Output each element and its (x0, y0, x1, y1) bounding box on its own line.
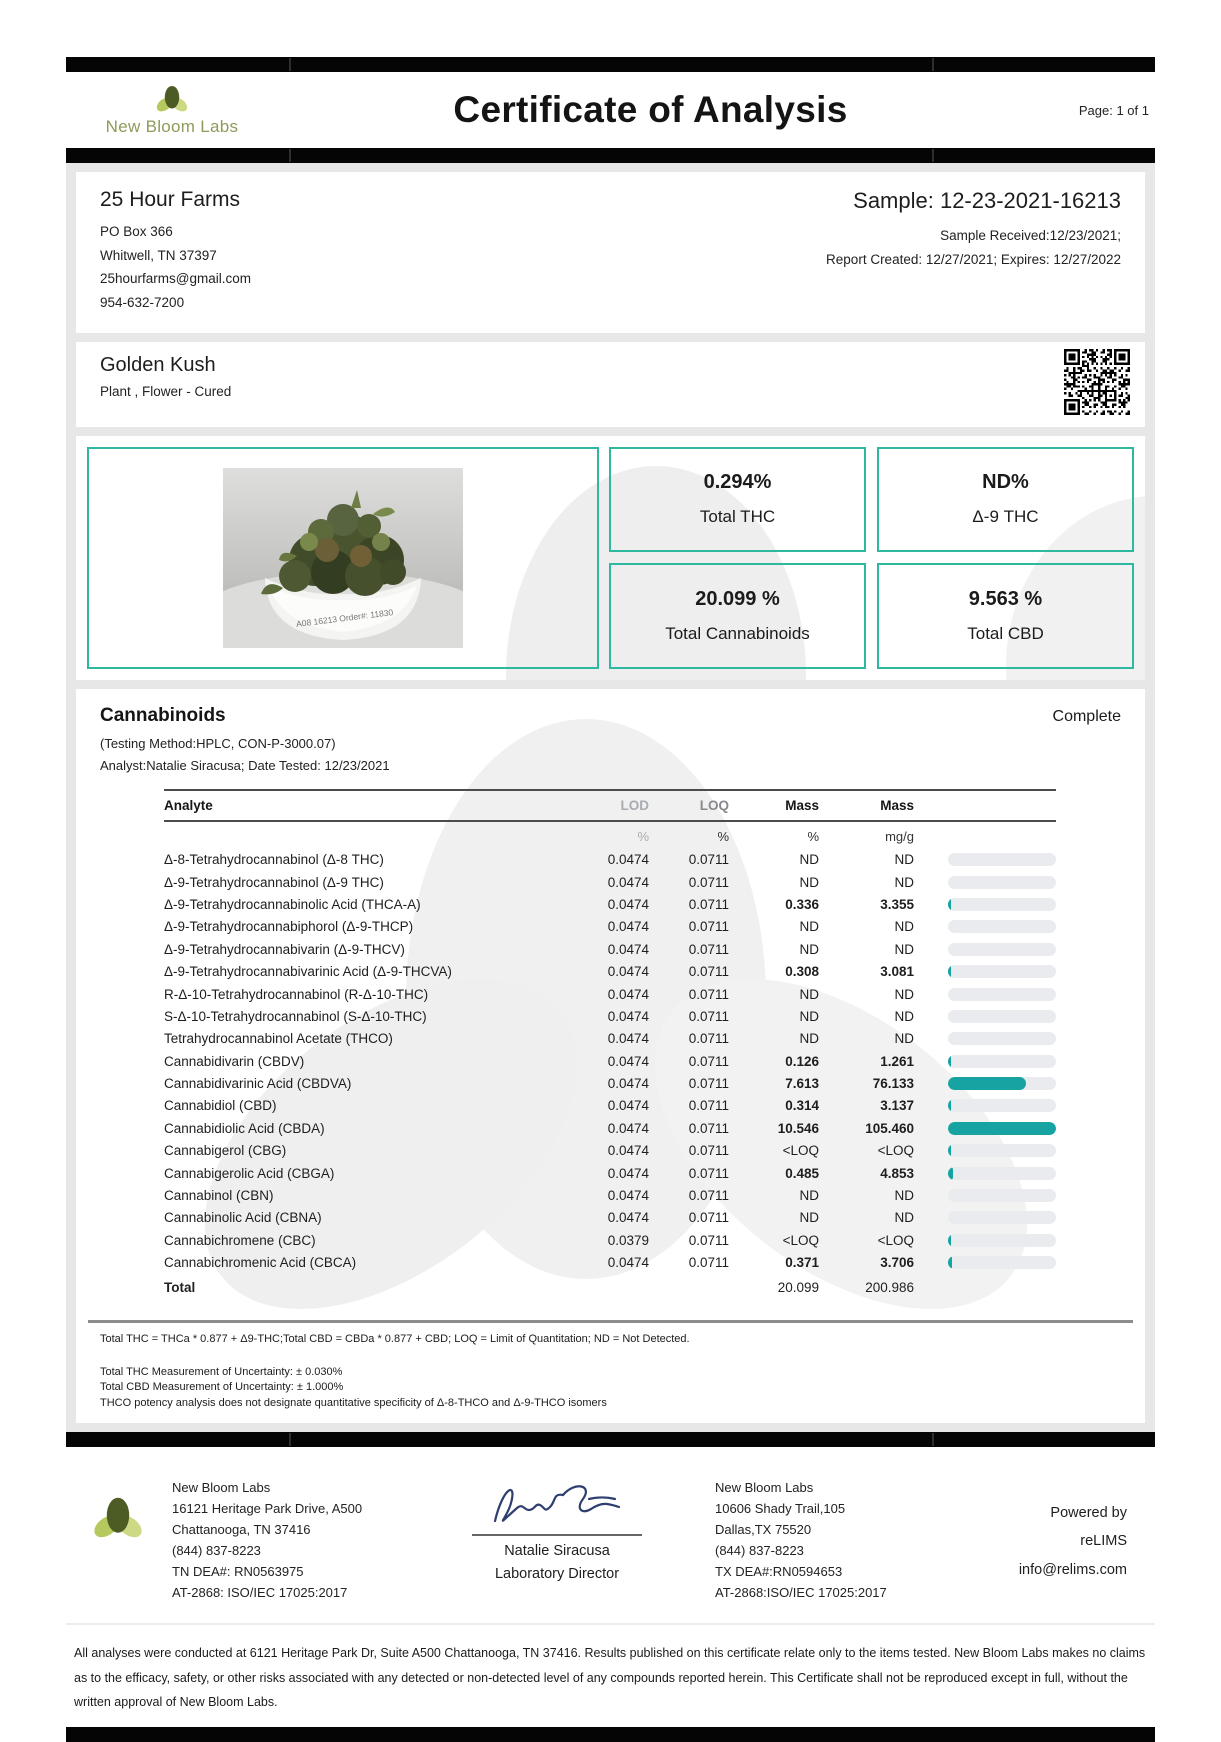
mass-bar-track (948, 898, 1056, 911)
lod-value: 0.0474 (607, 1165, 649, 1181)
analyte-name: Cannabigerolic Acid (CBGA) (164, 1165, 335, 1181)
analyst-line: Analyst:Natalie Siracusa; Date Tested: 12/23/2021 (100, 757, 390, 773)
mass-bar-cell (914, 1032, 1056, 1045)
mass-mgg-value: ND (894, 1210, 914, 1226)
mass-percent-value: <LOQ (782, 1143, 819, 1159)
mass-bar-track (948, 1144, 1056, 1157)
table-row (164, 960, 1056, 982)
mass-mgg-value: 76.133 (872, 1076, 914, 1092)
table-row (164, 1252, 1056, 1274)
mass-percent-value: <LOQ (782, 1232, 819, 1248)
lab-address-tx: New Bloom Labs 10606 Shady Trail,105 Dallas,TX 75520 (844) 837-8223 TX DEA#:RN0594653 AT-2868:ISO/IEC 17025:2017 (715, 1480, 887, 1601)
lod-value: 0.0474 (607, 1143, 649, 1159)
body-region (66, 163, 1155, 1432)
col-lod: LOD (620, 797, 649, 813)
mass-bar-fill (948, 965, 951, 978)
summary-grid (609, 447, 1134, 669)
mass-bar-fill (948, 898, 951, 911)
lod-value: 0.0474 (607, 1120, 649, 1136)
table-row (164, 1005, 1056, 1027)
total-mass-pct: 20.099 (777, 1280, 819, 1296)
client-info (100, 188, 251, 315)
mass-bar-cell (914, 876, 1056, 889)
page-number: Page: 1 of 1 (1078, 102, 1149, 118)
mass-bar-cell (914, 1144, 1056, 1157)
loq-value: 0.0711 (688, 1232, 729, 1248)
analyte-name: Cannabinol (CBN) (164, 1188, 274, 1204)
mass-bar-fill (948, 1144, 951, 1157)
lab-logo-text: New Bloom Labs (105, 117, 239, 136)
loq-value: 0.0711 (688, 1098, 729, 1114)
col-mass-pct: Mass (785, 797, 819, 813)
analyte-name: Δ-9-Tetrahydrocannabivarin (Δ-9-THCV) (164, 941, 405, 957)
product-card (76, 342, 1145, 427)
client-address1: PO Box 366 (100, 224, 173, 239)
table-row (164, 1184, 1056, 1206)
lod-value: 0.0474 (607, 1210, 649, 1226)
lod-value: 0.0474 (607, 1008, 649, 1024)
col-loq: LOQ (699, 797, 729, 813)
footnote-thco: THCO potency analysis does not designate quantitative specificity of Δ-8-THCO and Δ-9-THCO isomers (100, 1396, 607, 1409)
stat-label: Total CBD (967, 623, 1044, 643)
mass-bar-track (948, 1167, 1056, 1180)
qr-code (1064, 349, 1130, 415)
mass-bar-cell (914, 853, 1056, 866)
mass-bar-cell (914, 1189, 1056, 1202)
table-row (164, 871, 1056, 893)
table-body (164, 849, 1056, 1274)
mass-percent-value: 0.308 (785, 964, 819, 980)
bloom-flower-icon (154, 83, 190, 115)
product-type: Plant , Flower - Cured (100, 383, 232, 399)
mass-bar-cell (914, 898, 1056, 911)
lod-value: 0.0474 (607, 1053, 649, 1069)
stat-total-thc (609, 447, 866, 553)
lod-value: 0.0474 (607, 919, 649, 935)
table-row (164, 1117, 1056, 1139)
certificate-page (66, 57, 1155, 1742)
mass-bar-track (948, 1099, 1056, 1112)
mass-bar-cell (914, 1167, 1056, 1180)
loq-value: 0.0711 (688, 1120, 729, 1136)
lod-value: 0.0474 (607, 1188, 649, 1204)
footer-top-band (66, 1432, 1155, 1447)
mass-bar-fill (948, 1234, 951, 1247)
section-status: Complete (1052, 707, 1121, 725)
loq-value: 0.0711 (688, 852, 729, 868)
mass-bar-cell (914, 920, 1056, 933)
col-analyte: Analyte (164, 797, 213, 813)
sample-id: Sample: 12-23-2021-16213 (853, 188, 1121, 213)
mass-bar-cell (914, 1122, 1056, 1135)
mass-bar-track (948, 965, 1056, 978)
mass-bar-cell (914, 965, 1056, 978)
table-row (164, 1162, 1056, 1184)
mass-percent-value: 10.546 (777, 1120, 819, 1136)
analyte-name: Δ-9-Tetrahydrocannabinol (Δ-9 THC) (164, 874, 384, 890)
stat-label: Total THC (699, 507, 776, 527)
mass-percent-value: 0.126 (785, 1053, 819, 1069)
sample-photo-frame (87, 447, 599, 669)
product-name: Golden Kush (100, 353, 216, 376)
mass-percent-value: ND (799, 874, 819, 890)
mass-bar-cell (914, 988, 1056, 1001)
testing-method: (Testing Method:HPLC, CON-P-3000.07) (100, 735, 336, 751)
signature-icon (477, 1477, 637, 1529)
analyte-name: Cannabidivarin (CBDV) (164, 1053, 305, 1069)
mass-bar-fill (948, 1099, 951, 1112)
col-mass-mgg: Mass (880, 797, 914, 813)
photo-stats-card (76, 436, 1145, 680)
mass-mgg-value: ND (894, 1031, 914, 1047)
lod-value: 0.0474 (607, 1255, 649, 1271)
table-row (164, 1229, 1056, 1251)
stat-value: 20.099 % (695, 587, 780, 610)
mass-mgg-value: ND (894, 1188, 914, 1204)
loq-value: 0.0711 (688, 1210, 729, 1226)
stat-label: Total Cannabinoids (665, 623, 810, 643)
stat-value: ND% (982, 471, 1029, 494)
cannabinoids-card (76, 689, 1145, 1424)
signature-block (447, 1477, 667, 1585)
cannabinoids-table (164, 789, 1056, 1302)
signatory-name: Natalie Siracusa (504, 1543, 610, 1560)
mass-percent-value: ND (799, 1188, 819, 1204)
table-bottom-rule (88, 1320, 1133, 1323)
mass-mgg-value: 3.081 (880, 964, 914, 980)
lod-value: 0.0474 (607, 1076, 649, 1092)
mass-mgg-value: 3.355 (880, 896, 914, 912)
document-header (66, 72, 1155, 148)
mass-percent-value: 7.613 (785, 1076, 819, 1092)
loq-value: 0.0711 (688, 1255, 729, 1271)
mass-bar-cell (914, 1055, 1056, 1068)
mass-bar-track (948, 920, 1056, 933)
loq-value: 0.0711 (688, 874, 729, 890)
lod-value: 0.0474 (607, 896, 649, 912)
stat-value: 0.294% (703, 471, 772, 494)
loq-value: 0.0711 (688, 896, 729, 912)
stat-value: 9.563 % (968, 587, 1043, 610)
analyte-name: Tetrahydrocannabinol Acetate (THCO) (164, 1031, 393, 1047)
bottom-black-band (66, 1727, 1155, 1742)
mass-percent-value: ND (799, 1031, 819, 1047)
mass-bar-cell (914, 1099, 1056, 1112)
mass-bar-track (948, 943, 1056, 956)
client-name: 25 Hour Farms (100, 188, 241, 211)
mass-mgg-value: <LOQ (877, 1143, 914, 1159)
table-units-row: % % % mg/g (637, 828, 914, 844)
lod-value: 0.0474 (607, 941, 649, 957)
mass-bar-cell (914, 1010, 1056, 1023)
mass-bar-track (948, 1032, 1056, 1045)
header-divider-band (66, 148, 1155, 163)
mass-bar-fill (948, 1167, 953, 1180)
mass-mgg-value: ND (894, 874, 914, 890)
mass-bar-track (948, 1211, 1056, 1224)
analyte-name: Cannabinolic Acid (CBNA) (164, 1210, 322, 1226)
table-row (164, 983, 1056, 1005)
top-black-band (66, 57, 1155, 72)
footnote-thc-uncertainty: Total THC Measurement of Uncertainty: ± 0.030% (100, 1365, 343, 1378)
client-sample-card (76, 172, 1145, 333)
mass-bar-fill (948, 1122, 1056, 1135)
mass-bar-cell (914, 943, 1056, 956)
analyte-name: S-Δ-10-Tetrahydrocannabinol (S-Δ-10-THC) (164, 1008, 427, 1024)
analyte-name: Δ-9-Tetrahydrocannabinolic Acid (THCA-A) (164, 896, 421, 912)
lod-value: 0.0474 (607, 1031, 649, 1047)
total-row: Total 20.099 200.986 (164, 1280, 914, 1296)
loq-value: 0.0711 (688, 1053, 729, 1069)
mass-bar-cell (914, 1077, 1056, 1090)
lod-value: 0.0474 (607, 852, 649, 868)
stat-delta9-thc (877, 447, 1134, 553)
footer (66, 1447, 1155, 1625)
stat-total-cbd (877, 563, 1134, 669)
client-email: 25hourfarms@gmail.com (100, 271, 252, 287)
footnote-cbd-uncertainty: Total CBD Measurement of Uncertainty: ± 1.000% (100, 1381, 344, 1394)
section-title: Cannabinoids (100, 704, 226, 726)
table-row (164, 1050, 1056, 1072)
mass-bar-track (948, 1122, 1056, 1135)
stat-label: Δ-9 THC (972, 507, 1039, 527)
table-row (164, 1028, 1056, 1050)
sample-received: Sample Received:12/23/2021; (940, 228, 1121, 243)
analyte-name: Cannabidiolic Acid (CBDA) (164, 1120, 325, 1136)
table-row (164, 1072, 1056, 1094)
mass-bar-track (948, 1055, 1056, 1068)
mass-mgg-value: 4.853 (880, 1165, 914, 1181)
mass-bar-track (948, 1189, 1056, 1202)
mass-bar-fill (948, 1055, 951, 1068)
lod-value: 0.0474 (607, 964, 649, 980)
mass-percent-value: ND (799, 986, 819, 1002)
loq-value: 0.0711 (688, 919, 729, 935)
mass-percent-value: ND (799, 919, 819, 935)
loq-value: 0.0711 (688, 964, 729, 980)
mass-mgg-value: ND (894, 852, 914, 868)
loq-value: 0.0711 (688, 1031, 729, 1047)
table-row (164, 916, 1056, 938)
stat-total-cannabinoids (609, 563, 866, 669)
analyte-name: Cannabigerol (CBG) (164, 1143, 287, 1159)
mass-percent-value: ND (799, 852, 819, 868)
analyte-name: Cannabichromenic Acid (CBCA) (164, 1255, 357, 1271)
table-header (164, 789, 1056, 822)
mass-percent-value: ND (799, 1008, 819, 1024)
loq-value: 0.0711 (688, 1143, 729, 1159)
mass-percent-value: 0.485 (785, 1165, 819, 1181)
sample-info (826, 188, 1121, 315)
mass-bar-track (948, 1234, 1056, 1247)
mass-bar-cell (914, 1256, 1056, 1269)
table-row (164, 1207, 1056, 1229)
mass-bar-fill (948, 1077, 1026, 1090)
mass-mgg-value: 3.706 (880, 1255, 914, 1271)
sample-photo (223, 468, 463, 648)
mass-bar-track (948, 988, 1056, 1001)
total-mass-mgg: 200.986 (865, 1280, 914, 1296)
loq-value: 0.0711 (688, 986, 729, 1002)
client-phone: 954-632-7200 (100, 294, 185, 310)
lab-address-tn: New Bloom Labs 16121 Heritage Park Drive, A500 Chattanooga, TN 37416 (844) 837-8223 TN DEA#: RN0563975 AT-2868: ISO/IEC 17025:2017 (172, 1480, 363, 1601)
analyte-name: Δ-8-Tetrahydrocannabinol (Δ-8 THC) (164, 852, 384, 868)
mass-bar-fill (948, 1256, 952, 1269)
powered-by: Powered by reLIMS info@relims.com (1018, 1505, 1127, 1578)
mass-percent-value: 0.336 (785, 896, 819, 912)
disclaimer-text: All analyses were conducted at 6121 Heritage Park Dr, Suite A500 Chattanooga, TN 37416. Results published on this certificate relate only to the items tested. New Bloom Labs makes no claims as to the efficacy, safety, or other risks associated with any detected or non-detected level of any compounds reported herein. This Certificate shall not be reproduced except in full, without the written approval of New Bloom Labs. (66, 1625, 1155, 1726)
signature-line (472, 1534, 642, 1536)
mass-bar-track (948, 876, 1056, 889)
lod-value: 0.0379 (607, 1232, 649, 1248)
analyte-name: R-Δ-10-Tetrahydrocannabinol (R-Δ-10-THC) (164, 986, 429, 1002)
table-row (164, 1140, 1056, 1162)
lod-value: 0.0474 (607, 874, 649, 890)
mass-percent-value: 0.314 (785, 1098, 819, 1114)
mass-mgg-value: <LOQ (877, 1232, 914, 1248)
mass-bar-track (948, 1256, 1056, 1269)
table-row (164, 938, 1056, 960)
mass-mgg-value: ND (894, 986, 914, 1002)
table-row (164, 849, 1056, 871)
bloom-flower-icon (90, 1493, 146, 1543)
analyte-name: Cannabichromene (CBC) (164, 1232, 316, 1248)
report-dates: Report Created: 12/27/2021; Expires: 12/27/2022 (826, 252, 1121, 268)
mass-percent-value: ND (799, 941, 819, 957)
mass-mgg-value: 105.460 (865, 1120, 914, 1136)
lab-logo (72, 83, 272, 137)
mass-bar-cell (914, 1234, 1056, 1247)
analyte-name: Cannabidivarinic Acid (CBDVA) (164, 1076, 352, 1092)
analyte-name: Δ-9-Tetrahydrocannabiphorol (Δ-9-THCP) (164, 919, 414, 935)
client-address2: Whitwell, TN 37397 (100, 247, 217, 263)
mass-percent-value: 0.371 (785, 1255, 819, 1271)
table-row (164, 1095, 1056, 1117)
mass-mgg-value: ND (894, 941, 914, 957)
document-title: Certificate of Analysis (453, 89, 848, 130)
mass-percent-value: ND (799, 1210, 819, 1226)
footnote-definitions: Total THC = THCa * 0.877 + Δ9-THC;Total CBD = CBDa * 0.877 + CBD; LOQ = Limit of Quantitation; ND = Not Detected. (100, 1332, 690, 1345)
signatory-title: Laboratory Director (494, 1565, 620, 1582)
mass-mgg-value: ND (894, 919, 914, 935)
analyte-name: Cannabidiol (CBD) (164, 1098, 277, 1114)
loq-value: 0.0711 (688, 1008, 729, 1024)
loq-value: 0.0711 (688, 1188, 729, 1204)
table-row (164, 893, 1056, 915)
loq-value: 0.0711 (688, 1165, 729, 1181)
mass-bar-track (948, 1010, 1056, 1023)
lod-value: 0.0474 (607, 986, 649, 1002)
mass-mgg-value: 1.261 (880, 1053, 914, 1069)
mass-bar-cell (914, 1211, 1056, 1224)
loq-value: 0.0711 (688, 1076, 729, 1092)
container-label-text: A08 16213 Order#: 11830 (295, 606, 394, 629)
loq-value: 0.0711 (688, 941, 729, 957)
mass-mgg-value: 3.137 (880, 1098, 914, 1114)
lod-value: 0.0474 (607, 1098, 649, 1114)
mass-bar-track (948, 853, 1056, 866)
mass-bar-track (948, 1077, 1056, 1090)
mass-mgg-value: ND (894, 1008, 914, 1024)
analyte-name: Δ-9-Tetrahydrocannabivarinic Acid (Δ-9-THCVA) (164, 964, 452, 980)
